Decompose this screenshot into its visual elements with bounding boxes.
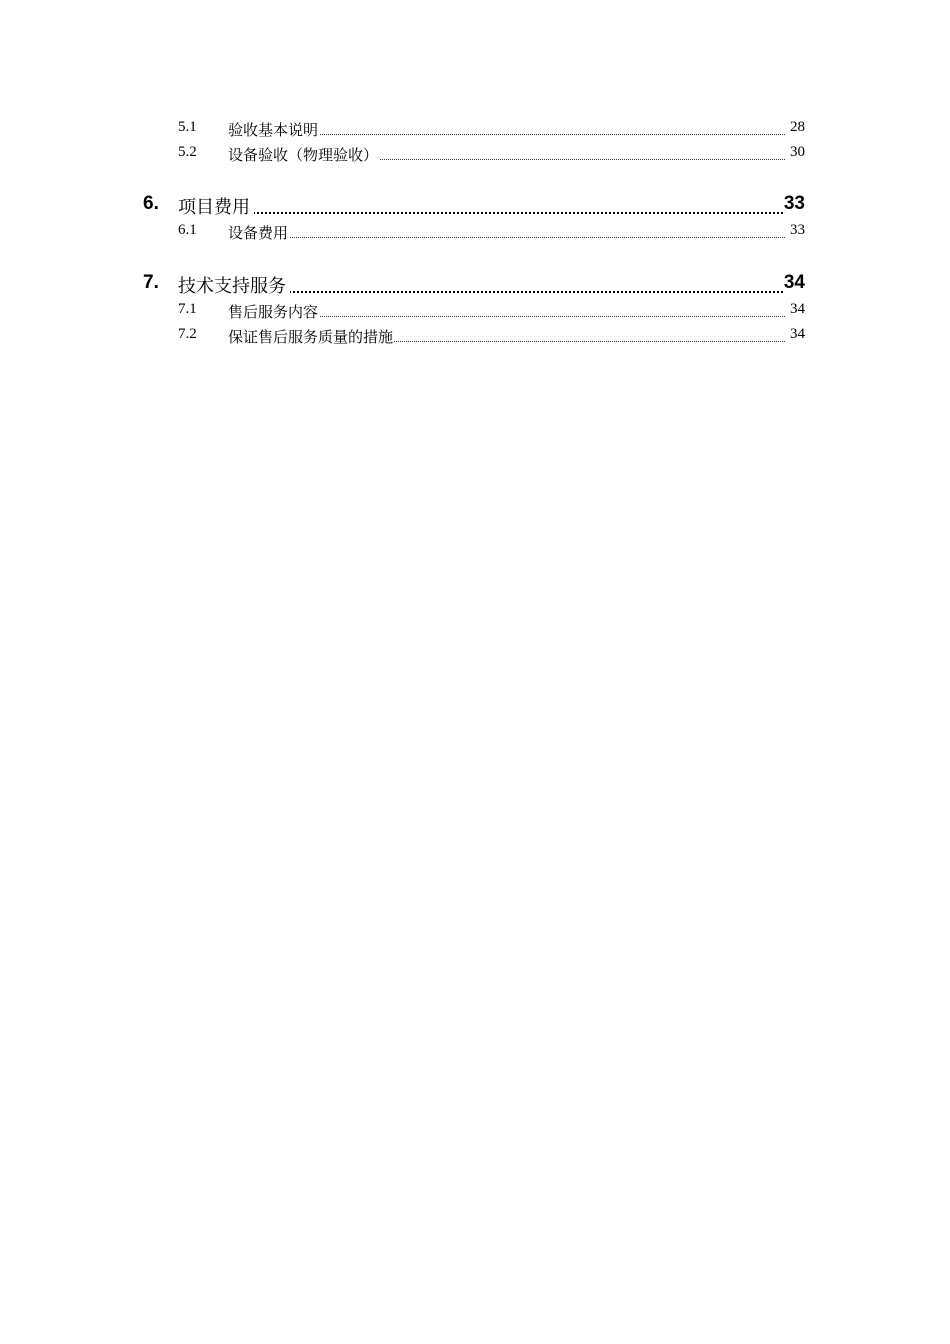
dot-leader [228, 237, 805, 238]
toc-entry-number: 7.1 [178, 301, 197, 317]
toc-entry-title: 售后服务内容 [228, 303, 319, 321]
toc-entry-number: 7.2 [178, 326, 197, 342]
toc-entry-page: 34 [785, 326, 805, 343]
toc-chapter-7[interactable] [0, 272, 950, 296]
toc-chapter-title: 技术支持服务 [178, 272, 290, 298]
toc-entry-7-1[interactable] [0, 301, 950, 321]
toc-entry-page: 30 [785, 144, 805, 161]
dot-leader [178, 212, 790, 214]
toc-entry-5-2[interactable] [0, 144, 950, 164]
toc-entry-page: 34 [785, 301, 805, 318]
toc-entry-6-1[interactable] [0, 222, 950, 242]
toc-entry-page: 33 [785, 222, 805, 239]
toc-entry-number: 6.1 [178, 222, 197, 238]
toc-entry-title: 设备验收（物理验收） [228, 146, 379, 164]
toc-chapter-page: 33 [783, 193, 805, 214]
toc-chapter-title: 项目费用 [178, 193, 254, 219]
toc-entry-page: 28 [785, 119, 805, 136]
toc-entry-title: 保证售后服务质量的措施 [228, 328, 394, 346]
toc-chapter-number: 7. [143, 272, 159, 293]
toc-entry-number: 5.1 [178, 119, 197, 135]
toc-chapter-6[interactable] [0, 193, 950, 217]
toc-chapter-number: 6. [143, 193, 159, 214]
toc-entry-title: 设备费用 [228, 224, 289, 242]
toc-entry-5-1[interactable] [0, 119, 950, 139]
toc-chapter-page: 34 [783, 272, 805, 293]
toc-entry-title: 验收基本说明 [228, 121, 319, 139]
toc-entry-number: 5.2 [178, 144, 197, 160]
toc-entry-7-2[interactable] [0, 326, 950, 346]
